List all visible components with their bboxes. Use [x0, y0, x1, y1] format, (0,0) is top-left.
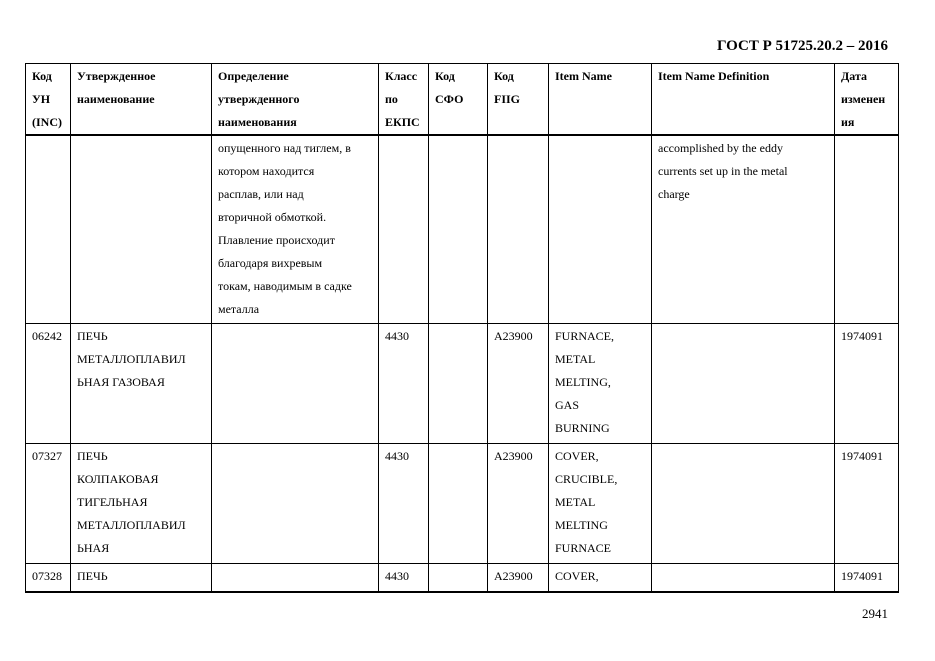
cell-line: наименование — [77, 92, 155, 106]
col-header-fiig — [488, 64, 549, 136]
cell-line: котором находится — [218, 164, 315, 178]
cell-line: (INC) — [32, 115, 62, 129]
cell-line: СФО — [435, 92, 464, 106]
cell-line: расплав, или над — [218, 187, 304, 201]
cell-line: 06242 — [32, 328, 62, 343]
cell-fiig — [488, 323, 549, 443]
cell-fiig — [488, 563, 549, 592]
cell-inc — [26, 563, 71, 592]
cell-line: COVER, — [555, 568, 599, 583]
cell-line: 07328 — [32, 568, 62, 583]
cell-item-definition — [652, 323, 835, 443]
col-header-definition — [212, 64, 379, 136]
cell-definition — [212, 135, 379, 323]
cell-line: FURNACE, — [555, 328, 615, 343]
cell-class — [379, 563, 429, 592]
cell-line: FURNACE — [555, 540, 612, 555]
cell-line: BURNING — [555, 420, 610, 435]
cell-line: наименования — [218, 115, 297, 129]
cell-line: Код — [435, 69, 455, 83]
cell-line: MELTING — [555, 517, 608, 532]
cell-line: Дата — [841, 69, 867, 83]
cell-class — [379, 323, 429, 443]
cell-line: Код — [32, 69, 52, 83]
cell-fiig — [488, 135, 549, 323]
cell-line: FIIG — [494, 92, 521, 106]
cell-item-definition — [652, 563, 835, 592]
cell-line: Утвержденное — [77, 69, 156, 83]
col-header-item-definition — [652, 64, 835, 136]
table-header-row — [26, 64, 899, 136]
cell-inc — [26, 443, 71, 563]
cell-item-name — [549, 323, 652, 443]
page-number: 2941 — [862, 606, 888, 621]
cell-line: METAL — [555, 494, 596, 509]
cell-line: Код — [494, 69, 514, 83]
catalog-table — [25, 63, 899, 593]
cell-line: ПЕЧЬ — [77, 568, 108, 583]
cell-inc — [26, 323, 71, 443]
table-row — [26, 135, 899, 323]
cell-line: accomplished by the eddy — [658, 141, 783, 155]
cell-line: ЕКПС — [385, 115, 420, 129]
cell-item-name — [549, 135, 652, 323]
cell-line: изменен — [841, 92, 886, 106]
cell-sfo — [429, 135, 488, 323]
cell-definition — [212, 323, 379, 443]
cell-definition — [212, 443, 379, 563]
cell-line: currents set up in the metal — [658, 164, 788, 178]
cell-class — [379, 135, 429, 323]
cell-sfo — [429, 443, 488, 563]
col-header-date — [835, 64, 899, 136]
cell-line: Item Name — [555, 69, 612, 83]
cell-class — [379, 443, 429, 563]
cell-line: МЕТАЛЛОПЛАВИЛ — [77, 351, 186, 366]
cell-line: по — [385, 92, 398, 106]
cell-line: ЬНАЯ ГАЗОВАЯ — [77, 374, 165, 389]
cell-date — [835, 135, 899, 323]
document-code: ГОСТ Р 51725.20.2 – 2016 — [716, 38, 888, 54]
cell-approved-name — [71, 323, 212, 443]
cell-line: 4430 — [385, 568, 409, 583]
cell-line: токам, наводимым в садке — [218, 279, 352, 293]
cell-date — [835, 323, 899, 443]
cell-line: благодаря вихревым — [218, 256, 323, 270]
cell-date — [835, 563, 899, 592]
cell-line: 1974091 — [841, 448, 883, 463]
cell-line: charge — [658, 187, 690, 201]
cell-approved-name — [71, 135, 212, 323]
cell-item-name — [549, 563, 652, 592]
cell-line: вторичной обмоткой. — [218, 210, 327, 224]
cell-line: УН — [32, 92, 51, 106]
cell-line: 07327 — [32, 448, 62, 463]
cell-line: опущенного над тиглем, в — [218, 141, 351, 155]
cell-line: КОЛПАКОВАЯ — [77, 471, 159, 486]
cell-line: 1974091 — [841, 568, 883, 583]
cell-line: METAL — [555, 351, 596, 366]
cell-line: 4430 — [385, 328, 409, 343]
col-header-sfo — [429, 64, 488, 136]
cell-line: Item Name Definition — [658, 69, 770, 83]
table-row — [26, 563, 899, 592]
cell-definition — [212, 563, 379, 592]
cell-line: MELTING, — [555, 374, 611, 389]
cell-line: A23900 — [494, 568, 533, 583]
cell-line: ия — [841, 115, 855, 129]
cell-date — [835, 443, 899, 563]
table-row — [26, 323, 899, 443]
cell-line: 4430 — [385, 448, 409, 463]
cell-line: Плавление происходит — [218, 233, 335, 247]
cell-item-definition — [652, 443, 835, 563]
table-row — [26, 443, 899, 563]
cell-inc — [26, 135, 71, 323]
cell-line: COVER, — [555, 448, 599, 463]
cell-approved-name — [71, 443, 212, 563]
cell-line: Класс — [385, 69, 418, 83]
cell-item-definition — [652, 135, 835, 323]
cell-line: 1974091 — [841, 328, 883, 343]
cell-fiig — [488, 443, 549, 563]
cell-line: Определение — [218, 69, 289, 83]
col-header-class — [379, 64, 429, 136]
col-header-approved-name — [71, 64, 212, 136]
col-header-item-name — [549, 64, 652, 136]
cell-line: A23900 — [494, 328, 533, 343]
col-header-inc — [26, 64, 71, 136]
cell-line: ЬНАЯ — [77, 540, 110, 555]
cell-sfo — [429, 323, 488, 443]
cell-line: МЕТАЛЛОПЛАВИЛ — [77, 517, 186, 532]
cell-approved-name — [71, 563, 212, 592]
cell-line: ПЕЧЬ — [77, 328, 108, 343]
cell-item-name — [549, 443, 652, 563]
cell-line: GAS — [555, 397, 580, 412]
cell-line: утвержденного — [218, 92, 300, 106]
cell-sfo — [429, 563, 488, 592]
cell-line: ПЕЧЬ — [77, 448, 108, 463]
cell-line: ТИГЕЛЬНАЯ — [77, 494, 148, 509]
cell-line: металла — [218, 302, 260, 316]
cell-line: CRUCIBLE, — [555, 471, 618, 486]
cell-line: A23900 — [494, 448, 533, 463]
